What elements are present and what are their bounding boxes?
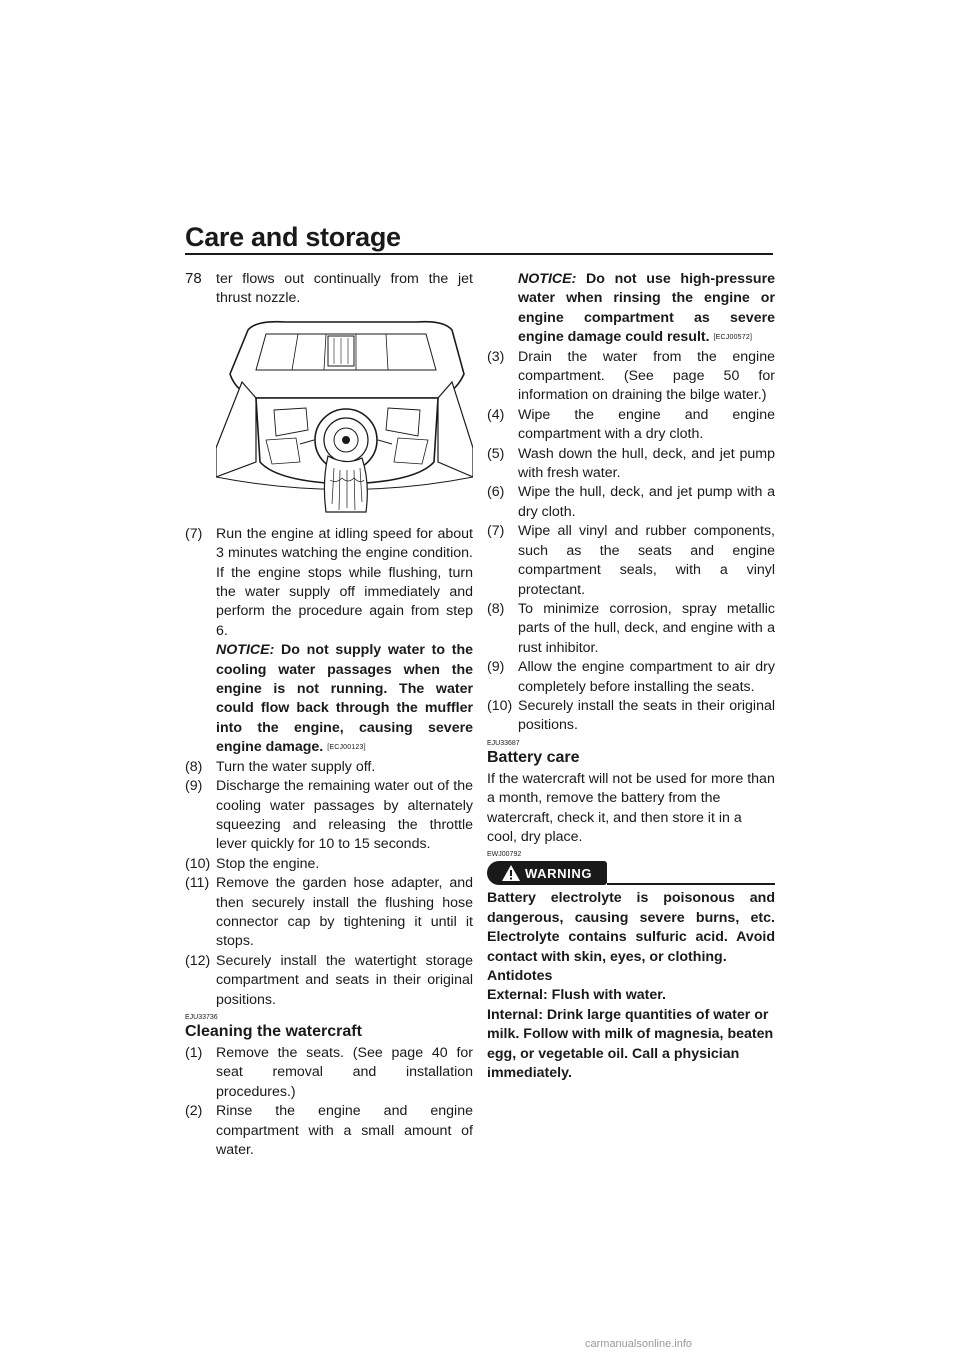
warning-label: WARNING <box>525 865 593 881</box>
step-number: (7) <box>185 525 203 542</box>
left-column <box>185 270 473 1160</box>
step-number: (1) <box>185 1044 203 1061</box>
warning-external: External: Flush with water. <box>487 987 666 1004</box>
step-number: (9) <box>487 659 505 676</box>
step-number: (3) <box>487 348 505 365</box>
footer-watermark: carmanualsonline.info <box>585 1338 693 1350</box>
warning-rule <box>607 883 775 885</box>
notice-code: [ECJ00572] <box>713 334 753 342</box>
step-text: Allow the engine compartment to air dry completely before installing the seats. <box>518 659 775 695</box>
page-number: 78 <box>185 270 202 287</box>
step-text: Discharge the remaining water out of the cooling water passages by alternately squeezing and releasing the throttle lever quickly for 10 to 15 seconds. <box>216 778 473 853</box>
step-text: Wipe the hull, deck, and jet pump with a dry cloth. <box>518 484 775 520</box>
step-text: Rinse the engine and engine compartment with a small amount of water. <box>216 1103 473 1158</box>
step-number: (10) <box>487 697 513 714</box>
step-text: Wipe all vinyl and rubber components, such as the seats and engine compartment seals, with a vinyl protectant. <box>518 523 775 598</box>
section-code: EJU33736 <box>185 1013 218 1021</box>
warning-header <box>487 861 775 885</box>
warning-badge <box>487 861 607 885</box>
step-text: Remove the seats. (See page 40 for seat removal and installation procedures.) <box>216 1044 473 1100</box>
step-text: Run the engine at idling speed for about 3 minutes watching the engine condition. If the engine stops while flushing, turn the water supply off immediately and perform the procedure again from step 6. <box>216 525 473 639</box>
step-text: Turn the water supply off. <box>216 758 376 775</box>
step-left-11 <box>185 874 473 952</box>
section-heading-battery: Battery care <box>487 748 580 766</box>
step-number: (2) <box>185 1103 203 1120</box>
step-number: (6) <box>487 484 505 501</box>
notice-block <box>487 270 775 348</box>
step-number: (8) <box>185 758 203 775</box>
step-number: (10) <box>185 855 211 872</box>
warning-body: Battery electrolyte is poisonous and dangerous, causing severe burns, etc. Electrolyte contains sulfuric acid. Avoid contact with skin, eyes, or clothing. <box>487 890 775 965</box>
cleaning-step-6 <box>487 483 775 522</box>
notice-label: NOTICE: <box>518 271 577 287</box>
cleaning-step-10 <box>487 697 775 736</box>
page-title: Care and storage <box>185 222 401 252</box>
continuation-text: ter flows out continually from the jet thrust nozzle. <box>216 271 473 307</box>
step-text: Remove the garden hose adapter, and then securely install the flushing hose connector cap by tightening it until it stops. <box>216 875 473 950</box>
flushing-illustration <box>216 312 473 514</box>
step-text: To minimize corrosion, spray metallic parts of the hull, deck, and engine with a rust inhibitor. <box>518 600 775 656</box>
header-rule <box>185 253 773 255</box>
step-number: (7) <box>487 523 505 540</box>
step-left-8 <box>185 758 473 777</box>
battery-text: If the watercraft will not be used for more than a month, remove the battery from the watercraft, check it, and then store it in a cool, dry place. <box>487 770 775 845</box>
cleaning-step-1 <box>185 1044 473 1102</box>
step-text: Securely install the watertight storage compartment and seats in their original positions. <box>216 952 473 1008</box>
right-column <box>487 270 775 1083</box>
notice-text: Do not use high-pressure water when rinsing the engine or engine compartment as severe engine damage could result. <box>518 271 775 346</box>
step-text: Stop the engine. <box>216 855 320 872</box>
step-number: (4) <box>487 406 505 423</box>
notice-text: Do not supply water to the cooling water passages when the engine is not running. The water could flow back through the muffler into the engine, causing severe engine damage. <box>216 642 473 756</box>
step-number: (11) <box>185 875 210 892</box>
step-left-10 <box>185 855 473 874</box>
section-heading-cleaning: Cleaning the watercraft <box>185 1022 362 1040</box>
warning-code: EWJ00792 <box>487 851 522 859</box>
warning-triangle-icon <box>501 864 521 882</box>
step-left-7 <box>185 525 473 758</box>
notice-block <box>216 641 473 757</box>
cleaning-step-5 <box>487 445 775 484</box>
step-left-12 <box>185 952 473 1010</box>
cleaning-step-8 <box>487 600 775 658</box>
step-number: (12) <box>185 952 211 969</box>
step-number: (5) <box>487 445 505 462</box>
notice-code: [ECJ00123] <box>327 744 366 752</box>
cleaning-step-9 <box>487 658 775 697</box>
cleaning-step-3 <box>487 348 775 406</box>
step-number: (8) <box>487 600 505 617</box>
step-left-9 <box>185 777 473 855</box>
warning-antidotes-heading: Antidotes <box>487 968 553 984</box>
notice-label: NOTICE: <box>216 642 275 659</box>
step-text: Wash down the hull, deck, and jet pump with fresh water. <box>518 445 775 482</box>
step-text: Drain the water from the engine compartment. (See page 50 for information on draining the bilge water.) <box>518 348 775 404</box>
cleaning-step-2 <box>185 1102 473 1160</box>
step-number: (9) <box>185 778 203 795</box>
step-text: Wipe the engine and engine compartment with a dry cloth. <box>518 406 775 443</box>
section-code: EJU33687 <box>487 739 520 747</box>
cleaning-step-4 <box>487 406 775 445</box>
warning-internal: Internal: Drink large quantities of water or milk. Follow with milk of magnesia, beaten egg, or vegetable oil. Call a physician immediately. <box>487 1006 774 1082</box>
cleaning-step-7 <box>487 522 775 600</box>
step-text: Securely install the seats in their original positions. <box>518 697 775 734</box>
